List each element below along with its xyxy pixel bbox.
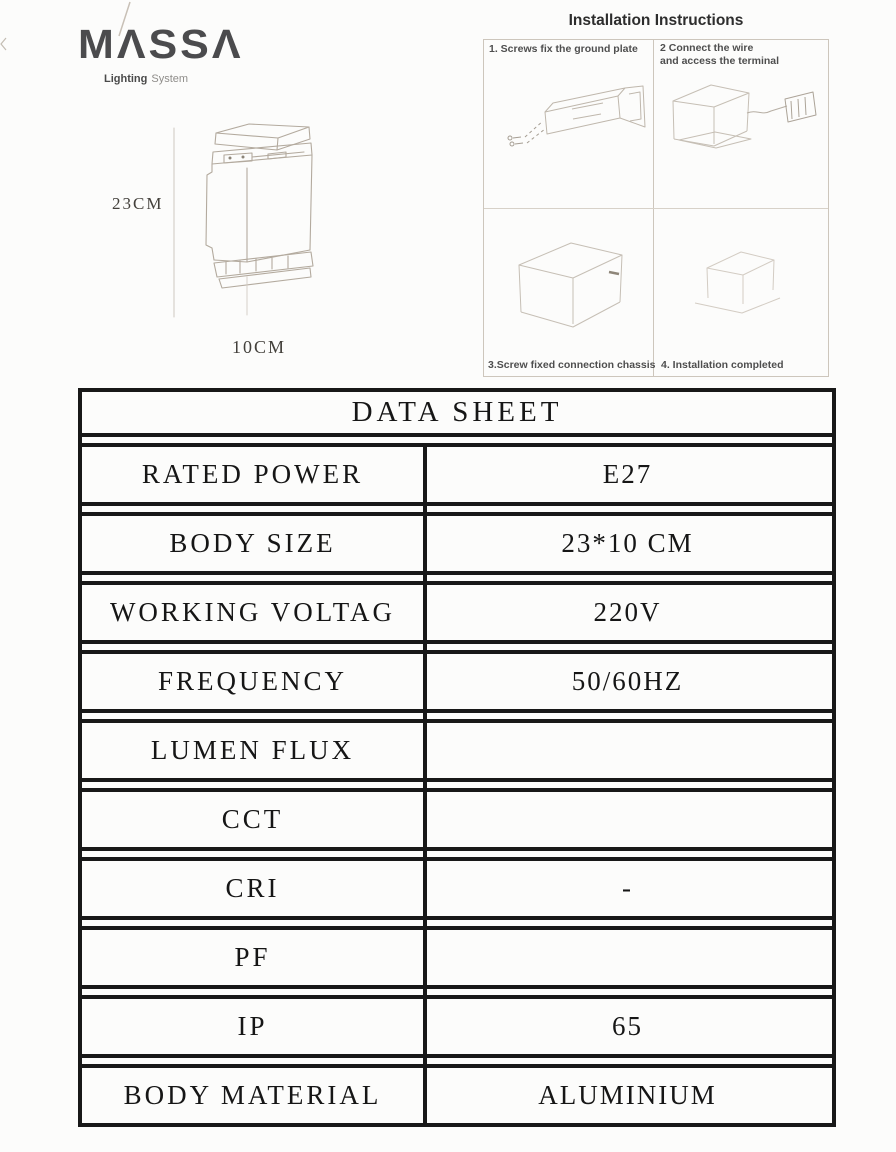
brand-subtitle <box>104 73 244 85</box>
table-column-divider <box>423 443 427 1127</box>
step-1-label: 1. Screws fix the ground plate <box>489 43 638 55</box>
table-row <box>78 443 836 506</box>
spec-label: CCT <box>221 804 284 834</box>
height-dimension-label: 23CM <box>112 194 164 213</box>
table-row <box>78 857 836 920</box>
table-row <box>78 581 836 644</box>
step-2-label <box>660 42 779 68</box>
spec-label: FREQUENCY <box>157 666 347 696</box>
spec-value: 23*10 CM <box>561 528 694 558</box>
spec-label: BODY MATERIAL <box>123 1080 382 1110</box>
table-row <box>78 995 836 1058</box>
step-3-label: 3.Screw fixed connection chassis <box>488 359 656 371</box>
step-2-line1: 2 Connect the wire <box>660 42 754 54</box>
spec-value: 65 <box>612 1011 643 1041</box>
table-title: DATA SHEET <box>78 388 836 437</box>
table-right-border <box>832 388 836 1127</box>
spec-value <box>423 792 832 847</box>
spec-label: CRI <box>225 873 280 903</box>
table-row <box>78 650 836 713</box>
width-dimension-label: 10CM <box>232 337 287 357</box>
spec-value: E27 <box>602 459 653 489</box>
spec-label: PF <box>234 942 271 972</box>
data-sheet-table <box>78 388 836 1127</box>
spec-label: IP <box>237 1011 268 1041</box>
spec-label: WORKING VOLTAG <box>109 597 396 627</box>
table-row <box>78 788 836 851</box>
spec-value: 50/60HZ <box>571 666 684 696</box>
instructions-title: Installation Instructions <box>568 12 744 29</box>
spec-value: - <box>622 873 633 903</box>
product-dimension-drawing <box>100 110 350 370</box>
installation-instructions-panels <box>483 39 829 377</box>
table-row <box>78 512 836 575</box>
step-4-label: 4. Installation completed <box>661 359 784 371</box>
spec-value: ALUMINIUM <box>538 1080 717 1110</box>
spec-value: 220V <box>593 597 662 627</box>
brand-subtitle-bold: Lighting <box>104 73 148 85</box>
table-row <box>78 926 836 989</box>
brand-logo: MΛSSΛ <box>78 22 244 68</box>
step-2-line2: and access the terminal <box>660 55 780 67</box>
lamp-sketch <box>100 110 350 370</box>
spec-value <box>423 930 832 985</box>
brand-block <box>78 22 244 85</box>
instruction-sketches <box>483 39 829 377</box>
spec-label: RATED POWER <box>141 459 364 489</box>
spec-value <box>423 723 832 778</box>
spec-label: LUMEN FLUX <box>150 735 355 765</box>
spec-label: BODY SIZE <box>169 528 336 558</box>
table-row <box>78 719 836 782</box>
table-row <box>78 1064 836 1127</box>
brand-subtitle-rest: System <box>151 73 189 85</box>
table-left-border <box>78 388 82 1127</box>
